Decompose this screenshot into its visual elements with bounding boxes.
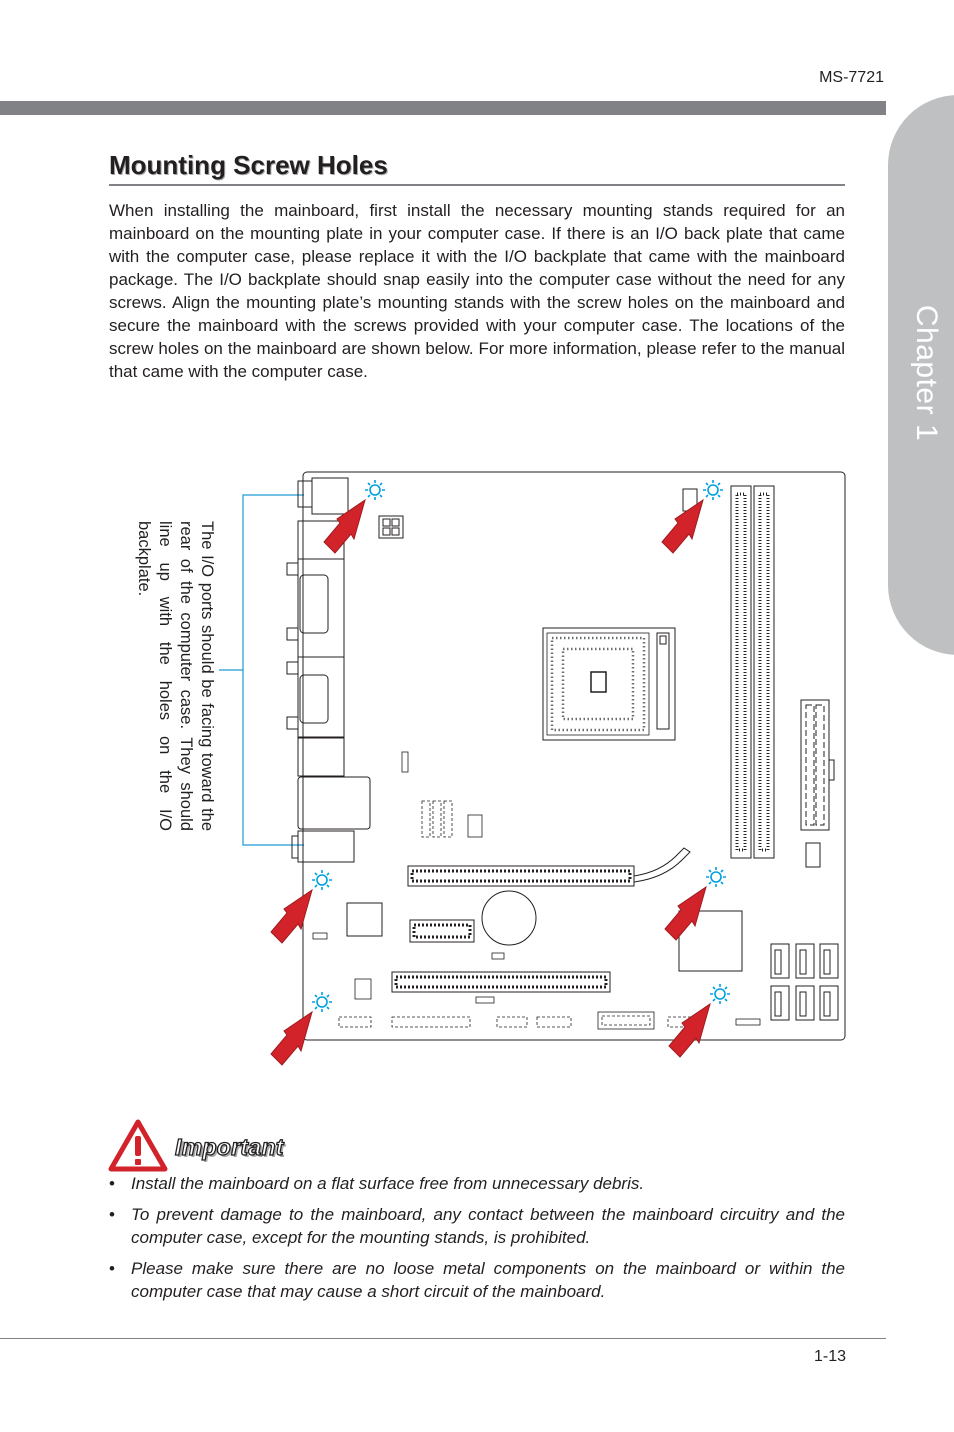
board-outline <box>303 472 845 1040</box>
rear-io-ports <box>287 478 370 862</box>
screw-hole <box>703 480 723 500</box>
list-item <box>109 1203 845 1249</box>
footer-rule <box>0 1338 886 1339</box>
screw-hole <box>365 480 385 500</box>
section-body: When installing the mainboard, first install the necessary mounting stands required for an mainboard on the mounting plate in your computer case. If there is an I/O back plate that came with the computer case, please replace it with the I/O backplate that came with the mainboard package. The I/O backplate should snap easily into the computer case without the need for any screws. Align the mounting plate’s mounting stands with the screw holes on the mainboard and secure the mainboard with the screws provided with your computer case. The locations of the screw holes on the mainboard are shown below. For more information, please refer to the manual that came with the computer case. <box>109 201 845 381</box>
header-bar <box>0 101 886 115</box>
important-list <box>109 1172 845 1311</box>
list-item <box>109 1257 845 1303</box>
note-text: Install the mainboard on a flat surface free from unnecessary debris. <box>131 1174 645 1193</box>
warning-icon <box>108 1119 168 1173</box>
pcie-x16-slot <box>408 848 690 886</box>
note-text: Please make sure there are no loose metal components on the mainboard or within the computer case that may cause a short circuit of the mainboard. <box>131 1259 845 1301</box>
atx-power-connector <box>801 700 834 830</box>
sata-connectors <box>771 944 838 1020</box>
arrow <box>669 1004 710 1057</box>
pci-slot <box>392 972 610 992</box>
arrow <box>271 890 312 943</box>
bullet: • <box>109 1205 115 1224</box>
screw-holes <box>312 480 730 1012</box>
arrow <box>271 1012 312 1065</box>
screw-hole <box>312 992 332 1012</box>
bullet: • <box>109 1259 115 1278</box>
list-item <box>109 1172 845 1195</box>
page-number: 1-13 <box>813 1348 846 1365</box>
title-rule <box>109 184 845 186</box>
arrow <box>665 887 706 940</box>
important-label: Important <box>175 1134 284 1160</box>
cpu-power-connector <box>379 516 403 538</box>
cpu-socket <box>543 628 675 740</box>
super-io-chip <box>347 903 382 936</box>
io-ports-note: The I/O ports should be facing toward the rear of the computer case. They should line up with the holes on the I/O backplate. <box>135 521 216 831</box>
chapter-label: Chapter 1 <box>910 304 943 442</box>
cmos-battery <box>482 891 536 945</box>
section-title: Mounting Screw Holes <box>109 150 388 180</box>
screw-hole <box>706 867 726 887</box>
note-text: To prevent damage to the mainboard, any contact between the mainboard circuitry and the computer case, except for the mounting stands, is prohibited. <box>131 1205 845 1247</box>
bullet: • <box>109 1174 115 1193</box>
dimm-slots <box>731 486 774 858</box>
front-audio-headers <box>402 752 482 837</box>
screw-hole <box>710 984 730 1004</box>
fan-header-right <box>806 843 820 867</box>
screw-hole <box>312 870 332 890</box>
model-number: MS-7721 <box>819 69 884 86</box>
io-leader-lines <box>219 495 304 845</box>
pcie-x1-slot <box>410 920 474 942</box>
mainboard-diagram <box>0 440 954 1080</box>
pointer-arrows <box>271 500 710 1065</box>
